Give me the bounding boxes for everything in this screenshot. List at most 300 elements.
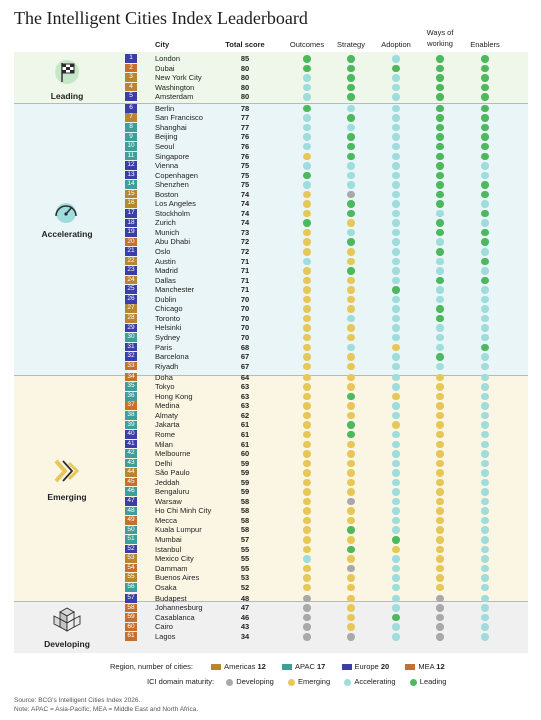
strategy-dot [347,296,355,304]
enablers-dot [481,374,489,382]
outcomes-dot [303,305,311,313]
adoption-dot [392,162,400,170]
total-score: 52 [240,582,250,592]
total-score: 70 [240,304,250,314]
total-score: 80 [240,73,250,83]
rank-badge: 19 [125,228,137,237]
outcomes-dot [303,633,311,641]
enablers-dot [481,595,489,603]
ways-of-working-dot [436,460,444,468]
rank-badge: 44 [125,468,137,477]
outcomes-dot [303,344,311,352]
city-name: Hong Kong [155,391,193,401]
ways-of-working-dot [436,315,444,323]
city-name: Istanbul [155,544,182,554]
ways-of-working-dot [436,363,444,371]
table-row [0,382,541,392]
table-row [0,506,541,516]
city-name: Dublin [155,294,177,304]
legend-developing: Developing [236,677,274,686]
adoption-dot [392,488,400,496]
rank-badge: 31 [125,343,137,352]
legend-emerging: Emerging [298,677,331,686]
ways-of-working-dot [436,479,444,487]
table-row [0,152,541,162]
outcomes-dot [303,162,311,170]
strategy-dot [347,114,355,122]
outcomes-dot [303,296,311,304]
strategy-dot [347,517,355,525]
table-row [0,411,541,421]
adoption-dot [392,210,400,218]
total-score: 59 [240,477,250,487]
ways-of-working-dot [436,191,444,199]
enablers-dot [481,546,489,554]
total-score: 73 [240,227,250,237]
city-name: Mexico City [155,554,194,564]
total-score: 46 [240,612,250,622]
rank-badge: 18 [125,219,137,228]
rank-badge: 23 [125,266,137,275]
outcomes-dot [303,604,311,612]
enablers-dot [481,267,489,275]
legend-americas: Americas [224,662,256,671]
total-score: 78 [240,103,250,113]
strategy-dot [347,565,355,573]
adoption-dot [392,114,400,122]
ways-of-working-dot [436,498,444,506]
legend-leading: Leading [419,677,447,686]
ways-of-working-dot [436,258,444,266]
table-row [0,352,541,362]
legend-maturity-title: ICI domain maturity: [147,677,215,686]
total-score: 70 [240,313,250,323]
city-name: Manchester [155,285,195,295]
total-score: 71 [240,266,250,276]
enablers-dot [481,574,489,582]
strategy-dot [347,633,355,641]
enablers-dot [481,191,489,199]
city-name: Los Angeles [155,199,196,209]
rank-badge: 59 [125,613,137,622]
outcomes-dot [303,517,311,525]
header-adoption: Adoption [381,40,411,49]
outcomes-dot [303,450,311,458]
strategy-dot [347,124,355,132]
table-row [0,613,541,623]
total-score: 70 [240,323,250,333]
ways-of-working-dot [436,584,444,592]
adoption-dot [392,143,400,151]
adoption-dot [392,248,400,256]
city-name: Warsaw [155,496,182,506]
strategy-dot [347,334,355,342]
total-score: 43 [240,622,250,632]
rank-badge: 45 [125,478,137,487]
adoption-dot [392,153,400,161]
total-score: 74 [240,199,250,209]
ways-of-working-dot [436,55,444,63]
table-row [0,516,541,526]
city-name: Melbourne [155,449,191,459]
outcomes-dot [303,334,311,342]
strategy-dot [347,574,355,582]
adoption-dot [392,374,400,382]
table-row [0,420,541,430]
ways-of-working-dot [436,84,444,92]
table-row [0,123,541,133]
total-score: 55 [240,563,250,573]
enablers-dot [481,334,489,342]
strategy-dot [347,526,355,534]
city-name: Lagos [155,632,176,641]
enablers-dot [481,344,489,352]
adoption-dot [392,536,400,544]
enablers-dot [481,412,489,420]
enablers-dot [481,383,489,391]
city-name: Ho Chi Minh City [155,506,212,516]
city-name: Barcelona [155,352,189,362]
outcomes-dot [303,555,311,563]
rank-badge: 3 [125,73,137,82]
enablers-dot [481,353,489,361]
ways-of-working-dot [436,402,444,410]
legend-dot-emerging [288,679,295,686]
enablers-dot [481,450,489,458]
adoption-dot [392,565,400,573]
table-row [0,247,541,257]
strategy-dot [347,507,355,515]
outcomes-dot [303,421,311,429]
enablers-dot [481,498,489,506]
ways-of-working-dot [436,93,444,101]
total-score: 58 [240,506,250,516]
table-row [0,113,541,123]
rank-badge: 8 [125,123,137,132]
ways-of-working-dot [436,431,444,439]
city-name: Beijing [155,132,178,142]
outcomes-dot [303,324,311,332]
city-name: San Francisco [155,113,203,123]
outcomes-dot [303,498,311,506]
strategy-dot [347,363,355,371]
total-score: 48 [240,593,250,603]
source-note: Source: BCG's Intelligent Cities Index 2026. [14,697,141,704]
adoption-dot [392,124,400,132]
table-row [0,373,541,383]
rank-badge: 52 [125,545,137,554]
table-row [0,64,541,74]
city-name: Almaty [155,410,178,420]
strategy-dot [347,431,355,439]
enablers-dot [481,105,489,113]
legend-mea-count: 12 [436,662,445,671]
adoption-dot [392,460,400,468]
ways-of-working-dot [436,248,444,256]
outcomes-dot [303,191,311,199]
city-name: Rome [155,429,176,439]
rank-badge: 12 [125,161,137,170]
rank-badge: 20 [125,238,137,247]
strategy-dot [347,133,355,141]
rank-badge: 53 [125,554,137,563]
enablers-dot [481,172,489,180]
outcomes-dot [303,565,311,573]
enablers-dot [481,286,489,294]
ways-of-working-dot [436,412,444,420]
rank-badge: 58 [125,604,137,613]
enablers-dot [481,324,489,332]
ways-of-working-dot [436,200,444,208]
adoption-dot [392,526,400,534]
table-row [0,257,541,267]
table-row [0,632,541,642]
city-name: Seoul [155,141,175,151]
city-name: Zurich [155,218,176,228]
city-name: Budapest [155,593,187,603]
enablers-dot [481,633,489,641]
strategy-dot [347,305,355,313]
adoption-dot [392,441,400,449]
enablers-dot [481,517,489,525]
legend-region-title: Region, number of cities: [110,662,193,671]
table-row [0,583,541,593]
table-row [0,73,541,83]
enablers-dot [481,565,489,573]
outcomes-dot [303,219,311,227]
city-name: Shenzhen [155,180,189,190]
adoption-dot [392,229,400,237]
adoption-dot [392,633,400,641]
ways-of-working-dot [436,574,444,582]
legend-swatch-apac [282,664,292,670]
rank-badge: 14 [125,180,137,189]
city-name: Medina [155,401,180,411]
outcomes-dot [303,133,311,141]
total-score: 57 [240,535,250,544]
city-name: Delhi [155,458,173,468]
total-score: 61 [240,439,250,449]
table-row [0,132,541,142]
strategy-dot [347,238,355,246]
header-city: City [155,40,170,49]
table-row [0,92,541,102]
outcomes-dot [303,315,311,323]
adoption-dot [392,584,400,592]
enablers-dot [481,526,489,534]
enablers-dot [481,219,489,227]
strategy-dot [347,546,355,554]
enablers-dot [481,133,489,141]
rank-badge: 35 [125,382,137,391]
footnote: Note: APAC = Asia-Pacific; MEA = Middle East and North Africa. [14,706,199,713]
table-row [0,228,541,238]
total-score: 59 [240,487,250,497]
table-row [0,180,541,190]
outcomes-dot [303,412,311,420]
ways-of-working-dot [436,421,444,429]
strategy-dot [347,374,355,382]
enablers-dot [481,229,489,237]
legend-dot-developing [226,679,233,686]
legend-europe: Europe [354,662,379,671]
rank-badge: 56 [125,583,137,592]
ways-of-working-dot [436,172,444,180]
outcomes-dot [303,546,311,554]
legend-region [110,662,445,671]
outcomes-dot [303,55,311,63]
enablers-dot [481,181,489,189]
strategy-dot [347,105,355,113]
strategy-dot [347,181,355,189]
total-score: 80 [240,92,250,102]
city-name: Kuala Lumpur [155,525,202,535]
city-name: Munich [155,227,180,237]
city-name: Washington [155,82,195,92]
enablers-dot [481,614,489,622]
ways-of-working-dot [436,565,444,573]
table-row [0,430,541,440]
ways-of-working-dot [436,546,444,554]
adoption-dot [392,469,400,477]
enablers-dot [481,65,489,73]
rank-badge: 29 [125,324,137,333]
adoption-dot [392,133,400,141]
strategy-dot [347,229,355,237]
total-score: 58 [240,515,250,525]
outcomes-dot [303,153,311,161]
adoption-dot [392,402,400,410]
strategy-dot [347,93,355,101]
outcomes-dot [303,595,311,603]
outcomes-dot [303,258,311,266]
rank-badge: 6 [125,104,137,113]
ways-of-working-dot [436,65,444,73]
rank-badge: 24 [125,276,137,285]
strategy-dot [347,595,355,603]
enablers-dot [481,584,489,592]
table-row [0,142,541,152]
header-total-score: Total score [225,40,265,49]
outcomes-dot [303,431,311,439]
ways-of-working-dot [436,305,444,313]
table-row [0,497,541,507]
ways-of-working-dot [436,383,444,391]
city-name: Oslo [155,247,171,256]
strategy-dot [347,412,355,420]
adoption-dot [392,614,400,622]
total-score: 62 [240,410,250,420]
rank-badge: 57 [125,594,137,603]
strategy-dot [347,555,355,563]
ways-of-working-dot [436,614,444,622]
total-score: 61 [240,420,250,430]
rank-badge: 34 [125,373,137,382]
ways-of-working-dot [436,114,444,122]
city-name: Austin [155,256,176,266]
total-score: 80 [240,63,250,73]
ways-of-working-dot [436,507,444,515]
city-name: Mecca [155,515,178,525]
total-score: 72 [240,247,250,256]
enablers-dot [481,488,489,496]
strategy-dot [347,324,355,332]
city-name: São Paulo [155,468,190,478]
rank-badge: 1 [125,54,137,63]
outcomes-dot [303,469,311,477]
table-row [0,218,541,228]
total-score: 67 [240,361,250,371]
table-row [0,333,541,343]
table-row [0,104,541,114]
adoption-dot [392,286,400,294]
enablers-dot [481,296,489,304]
rank-badge: 48 [125,507,137,516]
rank-badge: 39 [125,421,137,430]
rank-badge: 50 [125,526,137,535]
outcomes-dot [303,277,311,285]
adoption-dot [392,574,400,582]
legend-apac: APAC [295,662,315,671]
city-name: New York City [155,73,202,83]
ways-of-working-dot [436,153,444,161]
legend-swatch-europe [342,664,352,670]
city-name: Mumbai [155,535,182,544]
table-row [0,545,541,555]
total-score: 71 [240,256,250,266]
enablers-dot [481,363,489,371]
outcomes-dot [303,441,311,449]
outcomes-dot [303,614,311,622]
outcomes-dot [303,229,311,237]
enablers-dot [481,555,489,563]
header-working: working [427,39,453,48]
strategy-dot [347,65,355,73]
ways-of-working-dot [436,450,444,458]
city-name: Shanghai [155,122,187,132]
ways-of-working-dot [436,633,444,641]
rank-badge: 33 [125,362,137,371]
enablers-dot [481,258,489,266]
total-score: 77 [240,113,250,123]
adoption-dot [392,172,400,180]
legend-swatch-americas [211,664,221,670]
city-name: Toronto [155,313,181,323]
total-score: 58 [240,525,250,535]
outcomes-dot [303,574,311,582]
outcomes-dot [303,393,311,401]
city-name: Vienna [155,161,179,171]
enablers-dot [481,460,489,468]
ways-of-working-dot [436,353,444,361]
strategy-dot [347,460,355,468]
table-row [0,266,541,276]
adoption-dot [392,305,400,313]
strategy-dot [347,84,355,92]
table-row [0,237,541,247]
city-name: Doha [155,372,173,382]
ways-of-working-dot [436,296,444,304]
ways-of-working-dot [436,488,444,496]
rank-badge: 7 [125,113,137,122]
enablers-dot [481,479,489,487]
table-row [0,209,541,219]
total-score: 47 [240,603,250,613]
rank-badge: 28 [125,314,137,323]
adoption-dot [392,595,400,603]
city-name: Dallas [155,275,176,285]
enablers-dot [481,84,489,92]
